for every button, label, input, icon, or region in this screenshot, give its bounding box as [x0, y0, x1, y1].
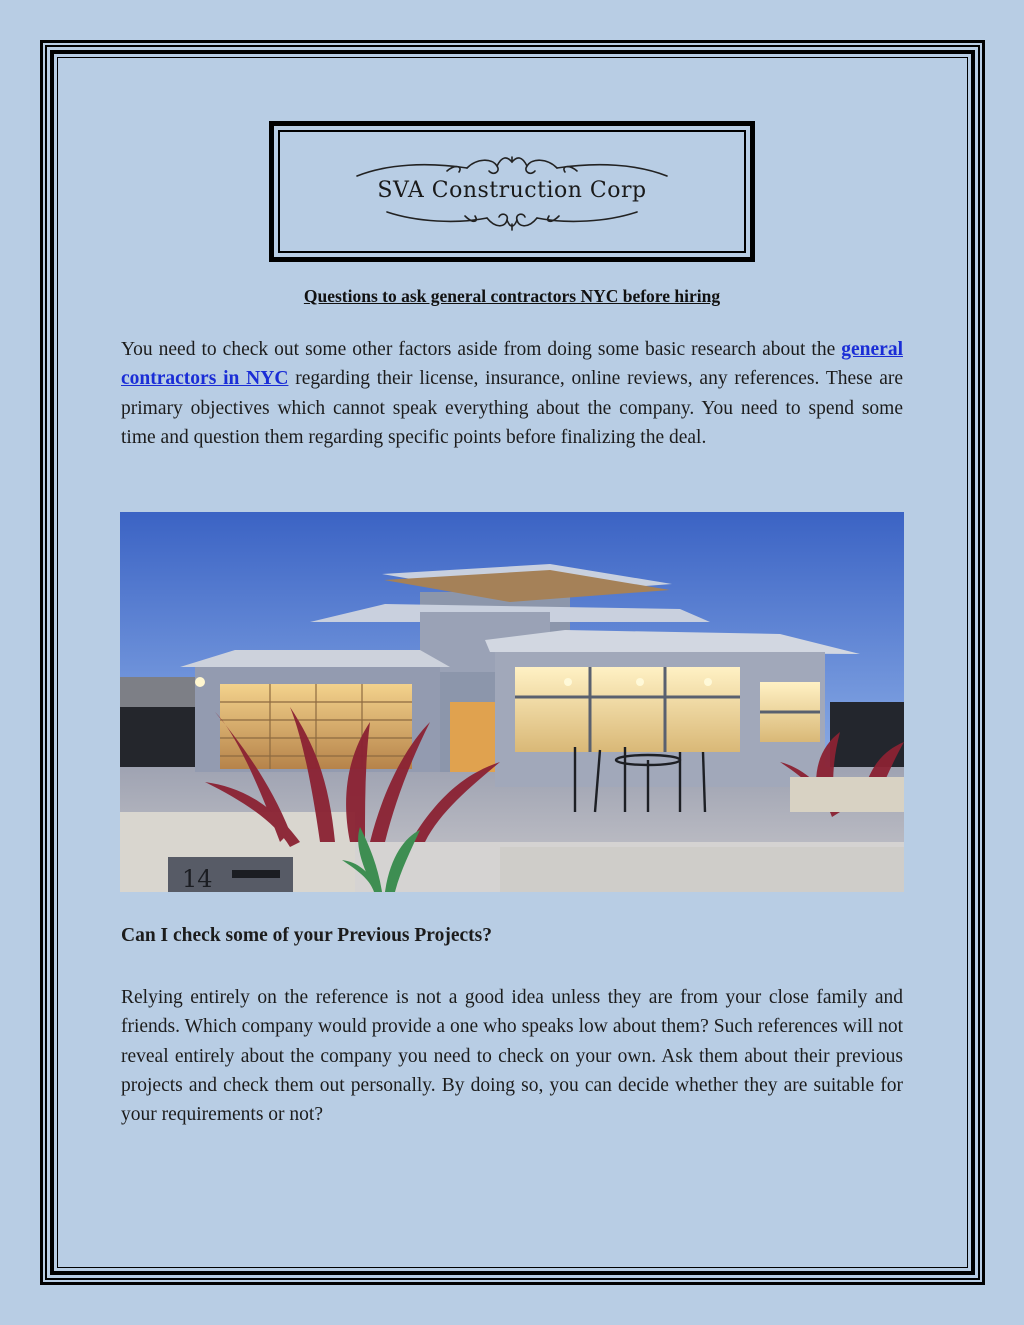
- intro-text-end: regarding their license, insurance, online reviews, any references. These are primary objectives which cannot speak everything about the company. You need to spend some time and question them regarding specific points before finalizing the deal.: [121, 368, 903, 448]
- general-contractors-link[interactable]: general contractors in NYC: [121, 339, 903, 390]
- section-paragraph: Relying entirely on the reference is not a good idea unless they are from your close family and friends. Which company would provide a one who speaks low about them? Such references will not reveal entirely about the company you need to check on your own. Ask them about their previous projects and check them out personally. By doing so, you can decide whether they are suitable for your requirements or not?: [121, 987, 903, 1126]
- company-logo: [269, 121, 755, 262]
- house-photo: [120, 512, 904, 892]
- intro-text-start: You need to check out some other factors aside from doing some basic research about the: [121, 339, 842, 360]
- house-number-sign: 14: [182, 865, 213, 892]
- top-flourish-ornament: [347, 154, 677, 180]
- article-title: Questions to ask general contractors NYC before hiring: [303, 286, 721, 306]
- bottom-flourish-ornament: [347, 206, 677, 232]
- intro-paragraph: [121, 335, 903, 452]
- section-heading: Can I check some of your Previous Projects?: [121, 925, 492, 946]
- company-name: SVA Construction Corp: [377, 178, 647, 203]
